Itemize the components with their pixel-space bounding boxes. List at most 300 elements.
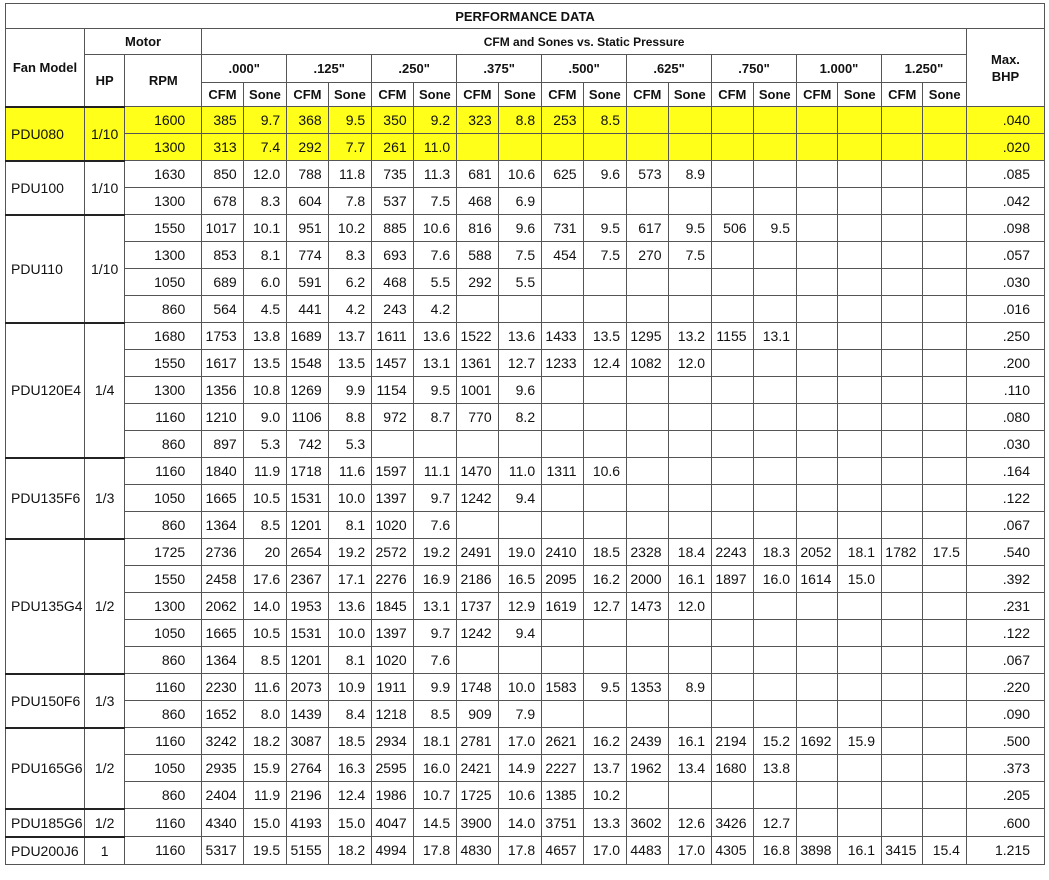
sone-cell xyxy=(838,701,882,728)
sone-cell: 13.5 xyxy=(583,323,627,350)
sone-cell xyxy=(838,323,882,350)
rpm-cell: 1550 xyxy=(125,350,202,377)
cfm-cell xyxy=(881,485,922,512)
table-title: PERFORMANCE DATA xyxy=(6,4,1045,29)
max-bhp-cell: .098 xyxy=(966,215,1044,242)
sone-cell xyxy=(583,269,627,296)
max-bhp-cell: .040 xyxy=(966,107,1044,134)
cfm-cell xyxy=(712,161,753,188)
sone-cell: 12.0 xyxy=(243,161,287,188)
pressure-header: .500" xyxy=(542,55,627,83)
cfm-cell xyxy=(627,431,668,458)
cfm-cell xyxy=(712,674,753,701)
cfm-cell: 1154 xyxy=(372,377,413,404)
cfm-subheader: CFM xyxy=(542,83,583,107)
sone-cell xyxy=(838,809,882,837)
cfm-cell: 4657 xyxy=(542,837,583,865)
cfm-cell: 2328 xyxy=(627,539,668,566)
cfm-cell: 885 xyxy=(372,215,413,242)
sone-cell: 10.6 xyxy=(583,458,627,485)
cfm-cell: 1457 xyxy=(372,350,413,377)
cfm-cell: 2186 xyxy=(457,566,498,593)
cfm-cell xyxy=(797,647,838,674)
cfm-cell xyxy=(627,647,668,674)
cfm-cell: 4193 xyxy=(287,809,328,837)
rpm-cell: 1160 xyxy=(125,728,202,755)
sone-cell: 9.6 xyxy=(498,215,542,242)
cfm-cell xyxy=(797,350,838,377)
cfm-cell: 1201 xyxy=(287,647,328,674)
cfm-cell: 742 xyxy=(287,431,328,458)
sone-cell: 9.5 xyxy=(583,674,627,701)
sone-cell: 13.5 xyxy=(328,350,372,377)
sone-cell: 7.5 xyxy=(668,242,712,269)
sone-subheader: Sone xyxy=(328,83,372,107)
fan-model-cell: PDU110 xyxy=(6,215,85,323)
cfm-cell: 591 xyxy=(287,269,328,296)
cfm-subheader: CFM xyxy=(797,83,838,107)
sone-cell: 11.6 xyxy=(243,674,287,701)
cfm-cell xyxy=(797,323,838,350)
pressure-header: .750" xyxy=(712,55,797,83)
fan-model-cell: PDU120E4 xyxy=(6,323,85,458)
hp-cell: 1/2 xyxy=(84,539,124,674)
max-bhp-cell: .200 xyxy=(966,350,1044,377)
sone-cell: 17.0 xyxy=(668,837,712,865)
sone-cell xyxy=(753,620,797,647)
cfm-sones-header: CFM and Sones vs. Static Pressure xyxy=(202,29,967,55)
sone-cell xyxy=(923,512,967,539)
cfm-cell: 689 xyxy=(202,269,243,296)
cfm-cell: 2243 xyxy=(712,539,753,566)
sone-cell: 8.3 xyxy=(243,188,287,215)
table-row xyxy=(6,161,1045,188)
cfm-cell: 1617 xyxy=(202,350,243,377)
sone-cell xyxy=(753,377,797,404)
sone-cell: 18.5 xyxy=(328,728,372,755)
cfm-cell: 2196 xyxy=(287,782,328,809)
cfm-cell xyxy=(797,674,838,701)
sone-cell xyxy=(923,485,967,512)
sone-cell: 13.8 xyxy=(753,755,797,782)
cfm-cell: 678 xyxy=(202,188,243,215)
sone-cell xyxy=(583,620,627,647)
cfm-cell: 1242 xyxy=(457,620,498,647)
cfm-cell xyxy=(881,215,922,242)
cfm-cell: 617 xyxy=(627,215,668,242)
sone-cell: 9.6 xyxy=(583,161,627,188)
cfm-cell: 1531 xyxy=(287,620,328,647)
hp-cell: 1/3 xyxy=(84,674,124,728)
cfm-cell xyxy=(457,296,498,323)
cfm-cell xyxy=(712,188,753,215)
cfm-cell xyxy=(542,620,583,647)
cfm-cell xyxy=(542,296,583,323)
sone-cell: 10.9 xyxy=(328,674,372,701)
cfm-cell: 1397 xyxy=(372,485,413,512)
cfm-cell xyxy=(627,701,668,728)
sone-cell xyxy=(838,350,882,377)
cfm-subheader: CFM xyxy=(881,83,922,107)
cfm-cell xyxy=(797,269,838,296)
cfm-cell: 253 xyxy=(542,107,583,134)
table-row xyxy=(6,458,1045,485)
sone-cell: 5.5 xyxy=(498,269,542,296)
cfm-cell xyxy=(712,404,753,431)
sone-cell: 18.2 xyxy=(328,837,372,865)
cfm-cell: 468 xyxy=(372,269,413,296)
fan-model-cell: PDU135G4 xyxy=(6,539,85,674)
sone-cell xyxy=(583,512,627,539)
table-body xyxy=(6,107,1045,865)
cfm-cell xyxy=(542,512,583,539)
table-row xyxy=(6,593,1045,620)
cfm-cell: 2736 xyxy=(202,539,243,566)
cfm-cell: 693 xyxy=(372,242,413,269)
sone-cell: 13.7 xyxy=(583,755,627,782)
sone-cell: 10.6 xyxy=(498,782,542,809)
cfm-cell: 2095 xyxy=(542,566,583,593)
sone-cell: 7.5 xyxy=(413,188,457,215)
cfm-cell: 1361 xyxy=(457,350,498,377)
cfm-cell: 4830 xyxy=(457,837,498,865)
sone-cell xyxy=(753,512,797,539)
cfm-cell: 2367 xyxy=(287,566,328,593)
cfm-cell: 850 xyxy=(202,161,243,188)
cfm-cell: 1845 xyxy=(372,593,413,620)
hp-cell: 1/10 xyxy=(84,161,124,215)
rpm-cell: 1550 xyxy=(125,215,202,242)
sone-cell xyxy=(583,701,627,728)
sone-cell xyxy=(838,296,882,323)
cfm-cell: 1242 xyxy=(457,485,498,512)
table-row xyxy=(6,512,1045,539)
rpm-cell: 1160 xyxy=(125,837,202,865)
cfm-cell: 774 xyxy=(287,242,328,269)
fan-model-cell: PDU185G6 xyxy=(6,809,85,837)
sone-cell: 14.0 xyxy=(498,809,542,837)
cfm-cell: 2934 xyxy=(372,728,413,755)
sone-cell xyxy=(753,485,797,512)
cfm-cell xyxy=(712,350,753,377)
cfm-cell xyxy=(881,269,922,296)
cfm-cell xyxy=(797,512,838,539)
sone-cell xyxy=(668,458,712,485)
table-row xyxy=(6,782,1045,809)
cfm-cell: 1020 xyxy=(372,512,413,539)
cfm-cell xyxy=(457,134,498,161)
cfm-cell: 3415 xyxy=(881,837,922,865)
rpm-cell: 860 xyxy=(125,431,202,458)
sone-cell xyxy=(583,134,627,161)
sone-cell: 6.0 xyxy=(243,269,287,296)
sone-cell: 7.6 xyxy=(413,512,457,539)
sone-cell xyxy=(838,431,882,458)
cfm-subheader: CFM xyxy=(457,83,498,107)
cfm-cell: 972 xyxy=(372,404,413,431)
cfm-cell xyxy=(797,134,838,161)
cfm-cell: 454 xyxy=(542,242,583,269)
table-row xyxy=(6,404,1045,431)
max-bhp-cell: .122 xyxy=(966,620,1044,647)
sone-cell xyxy=(668,647,712,674)
cfm-cell xyxy=(542,377,583,404)
cfm-cell: 816 xyxy=(457,215,498,242)
sone-subheader: Sone xyxy=(753,83,797,107)
cfm-cell xyxy=(797,809,838,837)
rpm-cell: 1160 xyxy=(125,458,202,485)
sone-cell xyxy=(838,188,882,215)
cfm-cell xyxy=(542,269,583,296)
sone-cell xyxy=(668,296,712,323)
sone-cell: 12.6 xyxy=(668,809,712,837)
sone-cell: 10.0 xyxy=(328,485,372,512)
sone-cell xyxy=(753,161,797,188)
cfm-cell xyxy=(797,593,838,620)
hp-cell: 1/3 xyxy=(84,458,124,539)
sone-cell xyxy=(923,566,967,593)
sone-cell xyxy=(583,485,627,512)
cfm-cell: 5317 xyxy=(202,837,243,865)
sone-cell: 14.5 xyxy=(413,809,457,837)
sone-cell: 15.9 xyxy=(243,755,287,782)
sone-cell xyxy=(753,188,797,215)
cfm-cell: 506 xyxy=(712,215,753,242)
rpm-header: RPM xyxy=(125,55,202,107)
rpm-cell: 1300 xyxy=(125,377,202,404)
sone-cell: 19.0 xyxy=(498,539,542,566)
sone-cell: 11.0 xyxy=(413,134,457,161)
cfm-cell: 3242 xyxy=(202,728,243,755)
cfm-cell xyxy=(797,755,838,782)
cfm-cell xyxy=(797,215,838,242)
cfm-cell xyxy=(712,107,753,134)
table-row xyxy=(6,242,1045,269)
fan-model-header: Fan Model xyxy=(6,29,85,107)
table-row xyxy=(6,377,1045,404)
sone-cell xyxy=(923,458,967,485)
cfm-cell: 350 xyxy=(372,107,413,134)
sone-cell xyxy=(923,701,967,728)
sone-cell xyxy=(583,404,627,431)
cfm-cell: 2654 xyxy=(287,539,328,566)
sone-cell: 13.2 xyxy=(668,323,712,350)
cfm-cell: 1155 xyxy=(712,323,753,350)
sone-cell: 18.1 xyxy=(413,728,457,755)
table-row xyxy=(6,269,1045,296)
rpm-cell: 860 xyxy=(125,701,202,728)
sone-cell xyxy=(668,701,712,728)
table-row xyxy=(6,755,1045,782)
sone-cell: 15.0 xyxy=(838,566,882,593)
cfm-cell xyxy=(542,701,583,728)
sone-cell: 18.5 xyxy=(583,539,627,566)
sone-cell: 10.1 xyxy=(243,215,287,242)
sone-cell: 9.2 xyxy=(413,107,457,134)
cfm-cell xyxy=(881,620,922,647)
max-bhp-cell: .090 xyxy=(966,701,1044,728)
sone-cell xyxy=(923,377,967,404)
cfm-cell: 1737 xyxy=(457,593,498,620)
sone-cell: 17.0 xyxy=(583,837,627,865)
sone-cell: 14.9 xyxy=(498,755,542,782)
cfm-cell: 1897 xyxy=(712,566,753,593)
sone-cell xyxy=(923,161,967,188)
cfm-cell: 1473 xyxy=(627,593,668,620)
cfm-cell xyxy=(797,161,838,188)
sone-cell: 6.2 xyxy=(328,269,372,296)
sone-cell: 9.7 xyxy=(413,485,457,512)
table-row xyxy=(6,539,1045,566)
cfm-cell xyxy=(627,269,668,296)
cfm-cell: 441 xyxy=(287,296,328,323)
sone-cell: 16.8 xyxy=(753,837,797,865)
cfm-cell: 604 xyxy=(287,188,328,215)
cfm-cell: 1364 xyxy=(202,512,243,539)
cfm-cell: 1356 xyxy=(202,377,243,404)
sone-subheader: Sone xyxy=(243,83,287,107)
sone-cell: 11.0 xyxy=(498,458,542,485)
cfm-cell: 2572 xyxy=(372,539,413,566)
cfm-cell: 3426 xyxy=(712,809,753,837)
sone-cell: 15.9 xyxy=(838,728,882,755)
max-bhp-cell: .231 xyxy=(966,593,1044,620)
rpm-cell: 860 xyxy=(125,647,202,674)
cfm-cell: 1753 xyxy=(202,323,243,350)
sone-cell: 8.8 xyxy=(498,107,542,134)
cfm-cell xyxy=(627,485,668,512)
sone-cell: 16.9 xyxy=(413,566,457,593)
cfm-cell: 1353 xyxy=(627,674,668,701)
sone-cell xyxy=(753,701,797,728)
sone-cell xyxy=(923,620,967,647)
cfm-cell: 2491 xyxy=(457,539,498,566)
max-bhp-cell: 1.215 xyxy=(966,837,1044,865)
max-bhp-cell: .250 xyxy=(966,323,1044,350)
sone-cell: 15.0 xyxy=(328,809,372,837)
sone-cell: 7.4 xyxy=(243,134,287,161)
sone-cell: 11.9 xyxy=(243,782,287,809)
sone-cell: 13.7 xyxy=(328,323,372,350)
cfm-cell xyxy=(627,296,668,323)
motor-header: Motor xyxy=(84,29,201,55)
table-row xyxy=(6,134,1045,161)
cfm-cell xyxy=(881,809,922,837)
sone-cell: 16.1 xyxy=(838,837,882,865)
cfm-cell: 4340 xyxy=(202,809,243,837)
cfm-cell xyxy=(881,107,922,134)
cfm-cell xyxy=(881,593,922,620)
sone-cell: 8.0 xyxy=(243,701,287,728)
sone-cell: 12.7 xyxy=(583,593,627,620)
rpm-cell: 860 xyxy=(125,512,202,539)
cfm-cell: 1210 xyxy=(202,404,243,431)
cfm-cell xyxy=(627,377,668,404)
cfm-cell: 1311 xyxy=(542,458,583,485)
sone-cell: 8.5 xyxy=(243,512,287,539)
sone-cell xyxy=(923,782,967,809)
fan-model-cell: PDU080 xyxy=(6,107,85,161)
sone-cell: 8.1 xyxy=(328,512,372,539)
sone-cell xyxy=(838,620,882,647)
cfm-cell xyxy=(881,134,922,161)
cfm-cell xyxy=(881,728,922,755)
sone-cell xyxy=(668,377,712,404)
cfm-cell: 1295 xyxy=(627,323,668,350)
rpm-cell: 860 xyxy=(125,782,202,809)
sone-cell: 16.0 xyxy=(413,755,457,782)
sone-cell: 15.0 xyxy=(243,809,287,837)
cfm-cell: 1652 xyxy=(202,701,243,728)
cfm-cell: 4305 xyxy=(712,837,753,865)
cfm-cell: 897 xyxy=(202,431,243,458)
cfm-cell xyxy=(712,485,753,512)
table-row xyxy=(6,728,1045,755)
sone-cell xyxy=(753,242,797,269)
cfm-cell: 1439 xyxy=(287,701,328,728)
sone-cell: 10.6 xyxy=(498,161,542,188)
cfm-subheader: CFM xyxy=(712,83,753,107)
sone-cell xyxy=(923,728,967,755)
sone-cell: 4.2 xyxy=(328,296,372,323)
cfm-cell xyxy=(627,107,668,134)
cfm-cell xyxy=(881,161,922,188)
cfm-cell xyxy=(881,458,922,485)
table-header xyxy=(6,4,1045,107)
cfm-cell xyxy=(712,701,753,728)
cfm-cell: 1201 xyxy=(287,512,328,539)
sone-cell: 10.0 xyxy=(328,620,372,647)
sone-cell: 9.7 xyxy=(243,107,287,134)
cfm-cell xyxy=(881,701,922,728)
cfm-cell: 1665 xyxy=(202,485,243,512)
cfm-cell: 1840 xyxy=(202,458,243,485)
cfm-cell xyxy=(627,188,668,215)
cfm-cell: 3900 xyxy=(457,809,498,837)
cfm-cell: 1020 xyxy=(372,647,413,674)
max-bhp-cell: .030 xyxy=(966,431,1044,458)
sone-cell: 17.0 xyxy=(498,728,542,755)
sone-cell xyxy=(838,215,882,242)
cfm-cell xyxy=(457,512,498,539)
sone-subheader: Sone xyxy=(583,83,627,107)
cfm-cell xyxy=(881,242,922,269)
table-row xyxy=(6,674,1045,701)
sone-cell: 17.6 xyxy=(243,566,287,593)
cfm-cell: 1106 xyxy=(287,404,328,431)
sone-cell: 8.1 xyxy=(243,242,287,269)
sone-cell xyxy=(923,323,967,350)
cfm-cell: 1470 xyxy=(457,458,498,485)
sone-cell xyxy=(923,215,967,242)
sone-cell: 12.0 xyxy=(668,350,712,377)
sone-cell: 16.1 xyxy=(668,728,712,755)
max-bhp-cell: .067 xyxy=(966,512,1044,539)
sone-cell: 16.1 xyxy=(668,566,712,593)
sone-cell xyxy=(583,188,627,215)
sone-cell xyxy=(753,647,797,674)
sone-cell: 12.7 xyxy=(753,809,797,837)
sone-cell xyxy=(668,431,712,458)
max-bhp-cell: .085 xyxy=(966,161,1044,188)
cfm-cell: 2000 xyxy=(627,566,668,593)
pressure-header: 1.000" xyxy=(797,55,882,83)
sone-cell xyxy=(838,404,882,431)
hp-cell: 1/2 xyxy=(84,809,124,837)
sone-cell xyxy=(838,755,882,782)
sone-cell: 10.5 xyxy=(243,485,287,512)
sone-cell xyxy=(923,809,967,837)
